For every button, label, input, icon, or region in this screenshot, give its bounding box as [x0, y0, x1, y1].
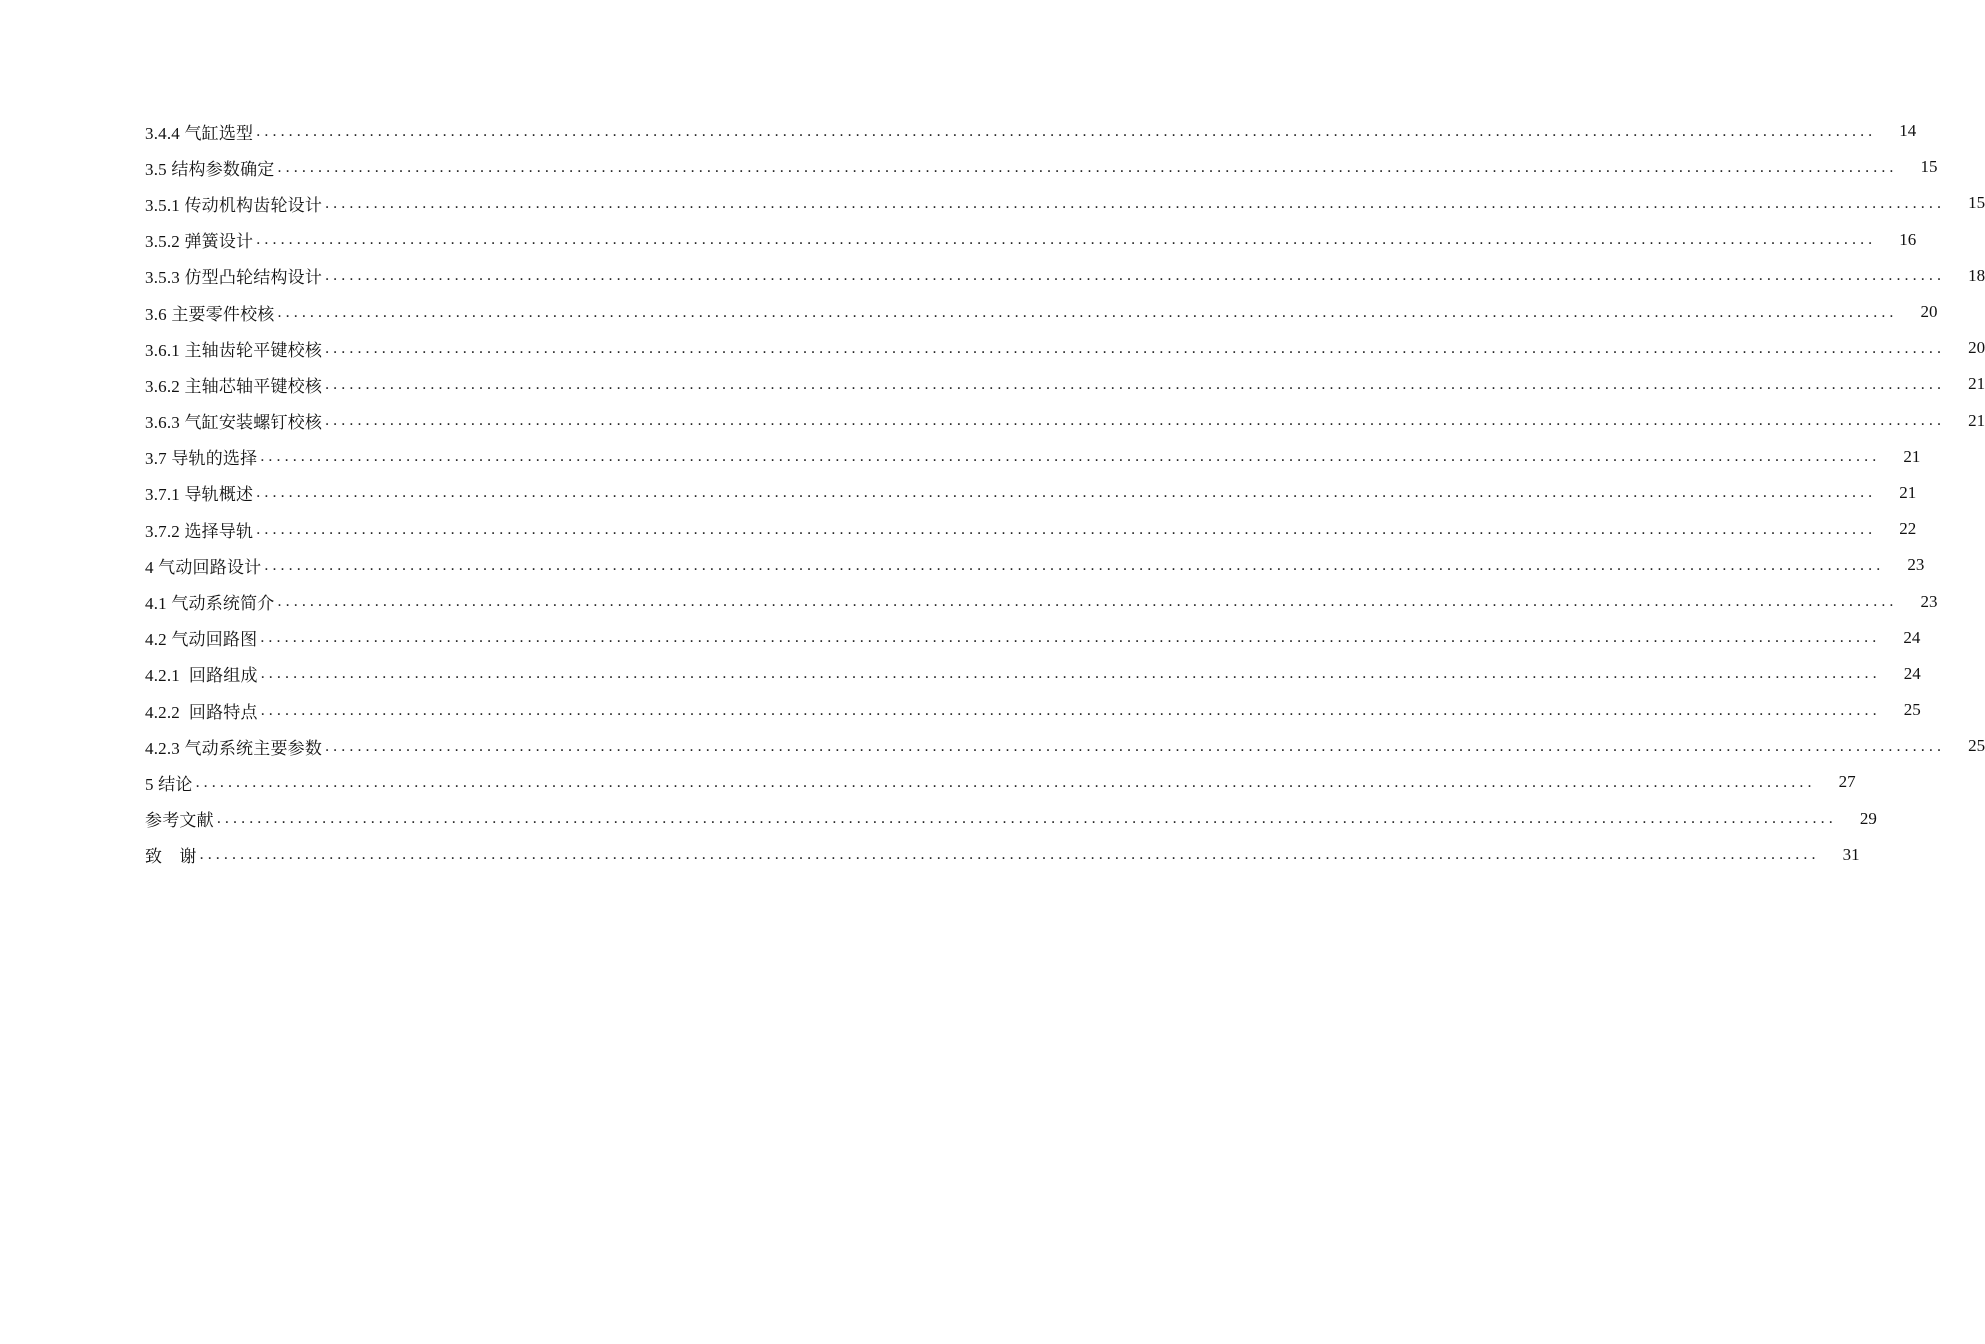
toc-entry-label — [145, 625, 260, 650]
toc-entry[interactable] — [145, 837, 1860, 873]
toc-page-number: 31 — [1820, 845, 1860, 865]
toc-entry[interactable] — [145, 258, 1985, 294]
toc-page-number: 20 — [1945, 338, 1985, 358]
toc-entry-title: 气缸选型 — [184, 123, 254, 143]
toc-entry-title: 结构参数确定 — [171, 159, 275, 179]
toc-entry[interactable] — [145, 620, 1921, 656]
toc-entry-number: 3.5.3 — [145, 268, 180, 288]
toc-entry-title: 结论 — [158, 774, 193, 794]
toc-entry-label — [145, 553, 264, 578]
toc-entry-number: 3.4.4 — [145, 123, 180, 143]
toc-entry-label — [145, 444, 260, 469]
toc-entry-label — [145, 263, 325, 288]
toc-entry-title: 回路特点 — [184, 702, 258, 722]
toc-leader-dots: ........................................................................................................................................................................................................ — [260, 448, 1881, 466]
toc-entry-number: 3.6.3 — [145, 413, 180, 433]
toc-entry[interactable] — [145, 222, 1917, 258]
toc-entry-label — [145, 661, 261, 686]
toc-entry-number: 5 — [145, 774, 154, 794]
toc-entry-number: 4.2.3 — [145, 738, 180, 758]
toc-entry-title: 气动回路设计 — [158, 557, 262, 577]
toc-entry-title: 回路组成 — [184, 666, 258, 686]
toc-entry-label — [145, 336, 325, 361]
toc-entry-number: 3.6.2 — [145, 376, 180, 396]
toc-entry-title: 气动回路图 — [171, 630, 258, 650]
toc-page-number: 15 — [1898, 157, 1938, 177]
toc-leader-dots: ........................................................................................................................................................................................................ — [260, 701, 1881, 719]
toc-entry-label — [145, 517, 256, 542]
toc-entry[interactable] — [145, 801, 1877, 837]
toc-entry-label — [145, 842, 200, 867]
toc-page-number: 27 — [1816, 772, 1856, 792]
toc-entry[interactable] — [145, 149, 1938, 185]
toc-entry[interactable] — [145, 475, 1917, 511]
toc-entry-title: 致 谢 — [145, 847, 197, 867]
toc-entry-title: 气动系统简介 — [171, 594, 275, 614]
toc-entry-title: 导轨概述 — [184, 485, 254, 505]
toc-entry-label — [145, 119, 256, 144]
table-of-contents — [145, 113, 1985, 873]
toc-entry-label — [145, 155, 278, 180]
toc-page-number: 21 — [1876, 483, 1916, 503]
toc-leader-dots: ........................................................................................................................................................................................................ — [256, 231, 1877, 249]
toc-entry[interactable] — [145, 403, 1985, 439]
toc-page-number: 23 — [1884, 555, 1924, 575]
toc-entry-title: 主轴芯轴平键校核 — [184, 376, 323, 396]
toc-entry-number: 4.2.2 — [145, 702, 180, 722]
toc-entry[interactable] — [145, 330, 1985, 366]
toc-entry-number: 3.7.2 — [145, 521, 180, 541]
toc-entry-number: 3.5.1 — [145, 195, 180, 215]
toc-entry-label — [145, 698, 261, 723]
toc-page-number: 14 — [1876, 121, 1916, 141]
toc-page-number: 21 — [1880, 447, 1920, 467]
toc-page-number: 29 — [1837, 809, 1877, 829]
toc-entry[interactable] — [145, 728, 1985, 764]
toc-entry-number: 3.5.2 — [145, 232, 180, 252]
toc-entry-title: 主轴齿轮平键校核 — [184, 340, 323, 360]
toc-page-number: 18 — [1945, 266, 1985, 286]
toc-entry[interactable] — [145, 764, 1856, 800]
toc-entry-label — [145, 589, 278, 614]
toc-entry-label — [145, 372, 325, 397]
toc-entry-number: 4.1 — [145, 594, 167, 614]
toc-entry-label — [145, 480, 256, 505]
toc-entry-label — [145, 300, 278, 325]
toc-entry[interactable] — [145, 113, 1917, 149]
toc-leader-dots: ........................................................................................................................................................................................................ — [216, 810, 1837, 828]
toc-leader-dots: ........................................................................................................................................................................................................ — [260, 665, 1881, 683]
toc-entry-number: 3.6.1 — [145, 340, 180, 360]
toc-entry-label — [145, 734, 325, 759]
toc-page-number: 16 — [1876, 230, 1916, 250]
toc-entry-title: 仿型凸轮结构设计 — [184, 268, 323, 288]
toc-entry[interactable] — [145, 439, 1921, 475]
toc-entry-label — [145, 770, 196, 795]
toc-entry-title: 气动系统主要参数 — [184, 738, 323, 758]
toc-leader-dots: ........................................................................................................................................................................................................ — [277, 158, 1898, 176]
toc-entry-title: 气缸安装螺钉校核 — [184, 413, 323, 433]
toc-leader-dots: ........................................................................................................................................................................................................ — [195, 773, 1816, 791]
toc-entry[interactable] — [145, 583, 1938, 619]
toc-entry-title: 弹簧设计 — [184, 232, 254, 252]
toc-entry-number: 3.7.1 — [145, 485, 180, 505]
toc-entry-title: 主要零件校核 — [171, 304, 275, 324]
toc-leader-dots: ........................................................................................................................................................................................................ — [325, 194, 1946, 212]
toc-entry-title: 参考文献 — [145, 811, 214, 831]
toc-leader-dots: ........................................................................................................................................................................................................ — [260, 629, 1881, 647]
toc-leader-dots: ........................................................................................................................................................................................................ — [277, 593, 1898, 611]
toc-leader-dots: ........................................................................................................................................................................................................ — [277, 303, 1898, 321]
toc-entry[interactable] — [145, 547, 1925, 583]
toc-entry-number: 3.5 — [145, 159, 167, 179]
toc-leader-dots: ........................................................................................................................................................................................................ — [256, 520, 1877, 538]
toc-page-number: 24 — [1881, 664, 1921, 684]
toc-entry[interactable] — [145, 656, 1921, 692]
toc-leader-dots: ........................................................................................................................................................................................................ — [325, 339, 1946, 357]
toc-page-number: 25 — [1945, 736, 1985, 756]
toc-entry-number: 3.7 — [145, 449, 167, 469]
toc-page-number: 22 — [1876, 519, 1916, 539]
toc-leader-dots: ........................................................................................................................................................................................................ — [325, 412, 1946, 430]
toc-page-number: 21 — [1945, 374, 1985, 394]
toc-leader-dots: ........................................................................................................................................................................................................ — [325, 267, 1946, 285]
toc-entry-number: 3.6 — [145, 304, 167, 324]
toc-entry-label — [145, 191, 325, 216]
toc-entry-label — [145, 227, 256, 252]
toc-page-number: 25 — [1881, 700, 1921, 720]
toc-entry-title: 选择导轨 — [184, 521, 254, 541]
toc-page-number: 15 — [1945, 193, 1985, 213]
toc-entry-number: 4.2.1 — [145, 666, 180, 686]
toc-entry-number: 4 — [145, 557, 154, 577]
toc-leader-dots: ........................................................................................................................................................................................................ — [256, 484, 1877, 502]
toc-page-number: 21 — [1945, 411, 1985, 431]
toc-entry[interactable] — [145, 366, 1985, 402]
toc-entry-label — [145, 806, 217, 831]
toc-entry-label — [145, 408, 325, 433]
toc-entry-number: 4.2 — [145, 630, 167, 650]
toc-leader-dots: ........................................................................................................................................................................................................ — [325, 737, 1946, 755]
toc-page-number: 24 — [1880, 628, 1920, 648]
toc-leader-dots: ........................................................................................................................................................................................................ — [256, 122, 1877, 140]
toc-leader-dots: ........................................................................................................................................................................................................ — [264, 556, 1885, 574]
toc-page-number: 23 — [1898, 592, 1938, 612]
toc-entry-title: 导轨的选择 — [171, 449, 258, 469]
toc-entry[interactable] — [145, 692, 1921, 728]
toc-entry-title: 传动机构齿轮设计 — [184, 195, 323, 215]
toc-entry[interactable] — [145, 511, 1917, 547]
toc-leader-dots: ........................................................................................................................................................................................................ — [325, 375, 1946, 393]
toc-entry[interactable] — [145, 185, 1985, 221]
toc-leader-dots: ........................................................................................................................................................................................................ — [199, 846, 1820, 864]
toc-page-number: 20 — [1898, 302, 1938, 322]
toc-entry[interactable] — [145, 294, 1938, 330]
